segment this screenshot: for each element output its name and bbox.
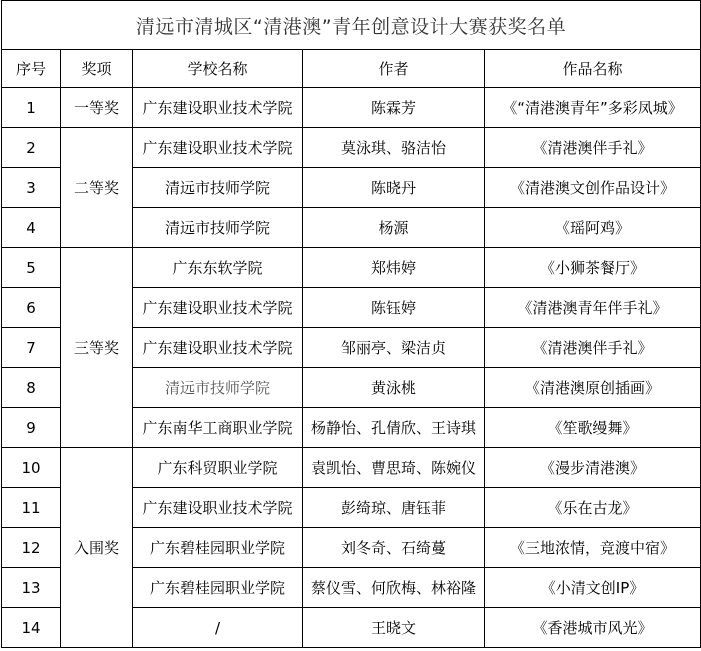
cell-index: 1 [2,88,61,128]
cell-work: 《三地浓情，竞渡中宿》 [485,528,701,568]
header-author: 作者 [303,50,485,88]
cell-work: 《“清港澳青年”多彩凤城》 [485,88,701,128]
cell-index: 4 [2,208,61,248]
cell-work: 《漫步清港澳》 [485,448,701,488]
cell-index: 7 [2,328,61,368]
cell-index: 9 [2,408,61,448]
table-row [2,448,701,488]
cell-work: 《清港澳原创插画》 [485,368,701,408]
cell-author: 刘冬奇、石绮蔓 [303,528,485,568]
cell-work: 《小狮茶餐厅》 [485,248,701,288]
cell-work: 《清港澳伴手礼》 [485,128,701,168]
cell-school: 广东南华工商职业学院 [133,408,303,448]
cell-index: 8 [2,368,61,408]
cell-author: 王晓文 [303,608,485,648]
cell-author: 蔡仪雪、何欣梅、林裕隆 [303,568,485,608]
cell-school: 广东碧桂园职业学院 [133,528,303,568]
cell-work: 《小清文创IP》 [485,568,701,608]
cell-school: 广东东软学院 [133,248,303,288]
award-table [1,0,701,648]
cell-work: 《香港城市风光》 [485,608,701,648]
cell-author: 黄泳桃 [303,368,485,408]
cell-author: 陈钰婷 [303,288,485,328]
cell-work: 《清港澳伴手礼》 [485,328,701,368]
cell-work: 《瑶阿鸡》 [485,208,701,248]
cell-author: 陈晓丹 [303,168,485,208]
cell-award-first: 一等奖 [61,88,133,128]
cell-school: 广东科贸职业学院 [133,448,303,488]
title-row [2,1,701,50]
cell-author: 陈霖芳 [303,88,485,128]
cell-author: 彭绮琼、唐钰菲 [303,488,485,528]
cell-index: 12 [2,528,61,568]
cell-school: 清远市技师学院 [133,208,303,248]
cell-school: 清远市技师学院 [133,368,303,408]
cell-author: 袁凯怡、曹思琦、陈婉仪 [303,448,485,488]
cell-index: 3 [2,168,61,208]
table-title: 清远市清城区“清港澳”青年创意设计大赛获奖名单 [2,1,701,50]
cell-school: 清远市技师学院 [133,168,303,208]
cell-index: 2 [2,128,61,168]
cell-school: 广东建设职业技术学院 [133,128,303,168]
cell-award-third: 三等奖 [61,248,133,448]
cell-school: 广东碧桂园职业学院 [133,568,303,608]
header-school: 学校名称 [133,50,303,88]
table-row [2,128,701,168]
cell-index: 10 [2,448,61,488]
cell-school: 广东建设职业技术学院 [133,328,303,368]
header-work: 作品名称 [485,50,701,88]
cell-award-finalist: 入围奖 [61,448,133,648]
award-list-sheet [1,0,700,650]
cell-school: / [133,608,303,648]
cell-index: 5 [2,248,61,288]
cell-author: 杨静怡、孔倩欣、王诗琪 [303,408,485,448]
cell-index: 11 [2,488,61,528]
cell-work: 《清港澳青年伴手礼》 [485,288,701,328]
cell-index: 14 [2,608,61,648]
cell-school: 广东建设职业技术学院 [133,288,303,328]
header-row [2,50,701,88]
cell-index: 6 [2,288,61,328]
header-index: 序号 [2,50,61,88]
cell-work: 《清港澳文创作品设计》 [485,168,701,208]
cell-author: 莫泳琪、骆洁怡 [303,128,485,168]
header-award: 奖项 [61,50,133,88]
cell-author: 邹丽亭、梁洁贞 [303,328,485,368]
cell-award-second: 二等奖 [61,128,133,248]
table-row [2,248,701,288]
cell-author: 郑炜婷 [303,248,485,288]
cell-school: 广东建设职业技术学院 [133,488,303,528]
table-row [2,88,701,128]
cell-school: 广东建设职业技术学院 [133,88,303,128]
cell-work: 《笙歌缦舞》 [485,408,701,448]
cell-work: 《乐在古龙》 [485,488,701,528]
cell-index: 13 [2,568,61,608]
cell-author: 杨源 [303,208,485,248]
